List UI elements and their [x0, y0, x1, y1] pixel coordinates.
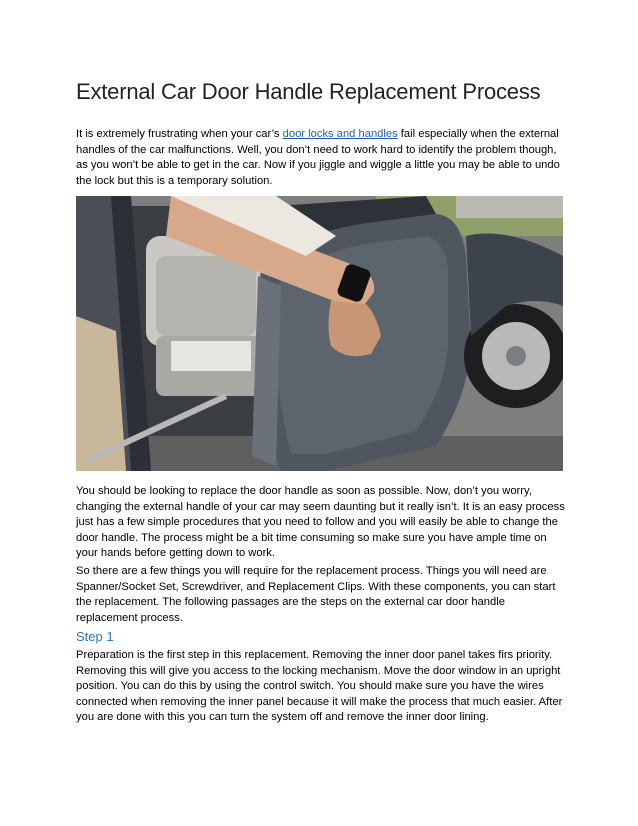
intro-paragraph [76, 127, 568, 189]
intro-text-before-link: It is extremely frustrating when your car’s [76, 128, 283, 140]
article-title: External Car Door Handle Replacement Process [76, 79, 541, 104]
car-door-photo [76, 196, 563, 471]
paragraph-replace-soon: You should be looking to replace the door handle as soon as possible. Now, don’t you worry, changing the external handle of your car may seem daunting but it really isn’t. It is an easy process just has a few simple procedures that you need to follow and you will easily be able to change the door handle. The process might be a bit time consuming so make sure you have ample time on your hands before getting down to work. [76, 485, 565, 560]
intro-text-after-link: fail especially when the external handles of the car malfunctions. Well, you don’t need to work hard to identify the problem though, as you won’t be able to get in the car. Now if you jiggle and wiggle a little you may be able to undo the lock but this is a temporary solution. [76, 128, 560, 187]
step-1-body: Preparation is the first step in this replacement. Removing the inner door panel takes firs priority. Removing this will give you access to the locking mechanism. Move the door window in an upright position. You can do this by using the control switch. You should make sure you have the wires connected when removing the inner panel because it will make the process that much easier. After you are done with this you can turn the system off and remove the inner door lining. [76, 649, 563, 724]
step-1-heading: Step 1 [76, 629, 114, 644]
paragraph-tools-needed: So there are a few things you will require for the replacement process. Things you will need are Spanner/Socket Set, Screwdriver, and Replacement Clips. With these components, you can start the replacement. The following passages are the steps on the external car door handle replacement process. [76, 565, 556, 624]
door-locks-link[interactable]: door locks and handles [282, 128, 398, 140]
